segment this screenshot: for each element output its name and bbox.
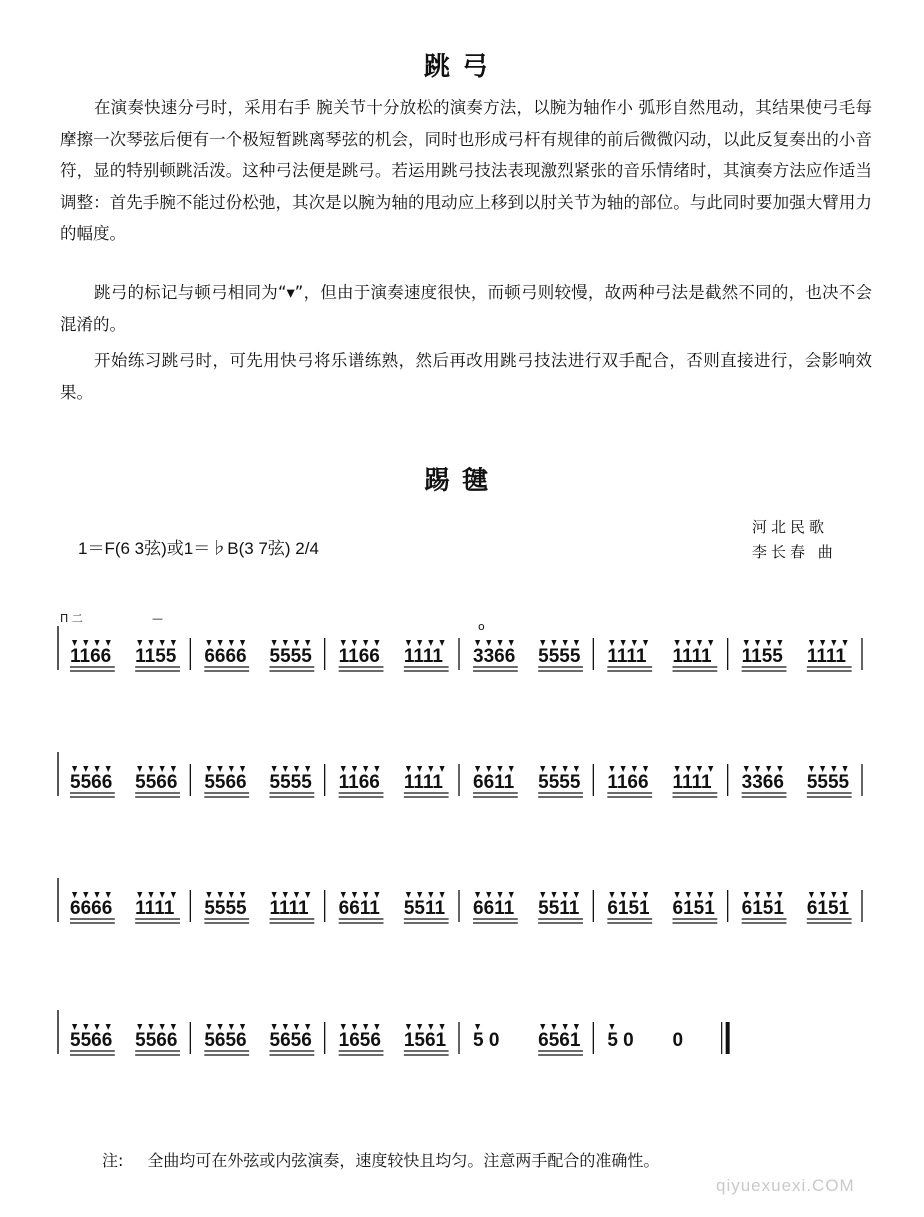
beat-notes: 5511	[538, 898, 580, 919]
beat-notes: 0	[672, 1030, 684, 1051]
footnote-label: 注:	[102, 1151, 124, 1170]
paragraph-1: 在演奏快速分弓时，采用右手 腕关节十分放松的演奏方法，以腕为轴作小 弧形自然甩动，其结果使弓毛每摩擦一次琴弦后便有一个极短暂跳离琴弦的机会，同时也形成弓杆有规律的前后微微闪动，以此反复奏出的小音符，显的特别顿跳活泼。这种弓法便是跳弓。若运用跳弓技法表现激烈紧张的音乐情绪时，其演奏方法应作适当调整：首先手腕不能过份松弛，其次是以腕为轴的甩动应上移到以肘关节为轴的部位。与此同时要加强大臂用力的幅度。	[60, 98, 872, 243]
beat-notes: 6666	[70, 898, 113, 919]
beat-notes: 1111	[607, 646, 647, 667]
beat-notes: 5555	[538, 772, 581, 793]
beat-notes: 1166	[607, 772, 649, 793]
beat-notes: 1111	[806, 646, 846, 667]
bowing-mark: П 二	[60, 612, 83, 625]
harmonic-mark: o	[478, 620, 485, 633]
finger-mark: —	[152, 612, 163, 625]
watermark: qiyuexuexi.COM	[716, 1176, 855, 1195]
beat-notes: 1111	[672, 646, 712, 667]
beat-notes: 6151	[607, 898, 650, 919]
paragraph-3: 开始练习跳弓时，可先用快弓将乐谱练熟，然后再改用跳弓技法进行双手配合，否则直接进行，会影响效果。	[60, 351, 872, 402]
credit-composer: 李长春 曲	[752, 543, 837, 561]
paragraph-2: 跳弓的标记与顿弓相同为“▾”，但由于演奏速度很快，而顿弓则较慢，故两种弓法是截然不同的，也决不会混淆的。	[60, 283, 872, 334]
credit-origin: 河北民歌	[752, 518, 829, 536]
beat-notes: 3366	[473, 646, 516, 667]
beat-notes: 1166	[338, 772, 380, 793]
song-title: 踢毽	[423, 466, 500, 496]
key-signature: 1＝F(6 3弦)或1＝♭B(3 7弦) 2/4	[78, 539, 319, 558]
beat-notes: 1155	[135, 646, 177, 667]
beat-notes: 1166	[338, 646, 380, 667]
beat-notes: 1155	[741, 646, 783, 667]
beat-notes: 6611	[473, 772, 515, 793]
beat-notes: 5555	[806, 772, 850, 793]
beat-notes: 6151	[806, 898, 850, 919]
beat-notes: 6611	[338, 898, 380, 919]
beat-notes: 5555	[204, 898, 247, 919]
beat-notes: 6151	[672, 898, 715, 919]
beat-notes: 5566	[70, 772, 113, 793]
beat-notes: 6666	[204, 646, 247, 667]
beat-notes: 1111	[672, 772, 712, 793]
beat-notes: 5566	[70, 1030, 113, 1051]
footnote	[102, 1148, 659, 1171]
beat-notes: 5656	[204, 1030, 247, 1051]
beat-notes: 5 0	[473, 1030, 500, 1051]
beat-notes: 1111	[403, 646, 443, 667]
footnote-text: 全曲均可在外弦或内弦演奏，速度较快且均匀。注意两手配合的准确性。	[147, 1151, 660, 1170]
section-title: 跳弓	[423, 52, 500, 82]
beat-notes: 5656	[269, 1030, 312, 1051]
beat-notes: 5555	[269, 772, 312, 793]
beat-notes: 1561	[403, 1030, 447, 1051]
beat-notes: 5511	[403, 898, 446, 919]
beat-notes: 1111	[403, 772, 443, 793]
beat-notes: 6151	[741, 898, 784, 919]
beat-notes: 5566	[135, 1030, 178, 1051]
beat-notes: 6611	[473, 898, 515, 919]
beat-notes: 1656	[338, 1030, 381, 1051]
beat-notes: 5555	[538, 646, 581, 667]
beat-notes: 5566	[135, 772, 178, 793]
beat-notes: 5566	[204, 772, 247, 793]
beat-notes: 5 0	[607, 1030, 634, 1051]
beat-notes: 1111	[269, 898, 309, 919]
beat-notes: 5555	[269, 646, 312, 667]
beat-notes: 1166	[70, 646, 112, 667]
beat-notes: 1111	[135, 898, 175, 919]
beat-notes: 3366	[741, 772, 784, 793]
beat-notes: 6561	[538, 1030, 581, 1051]
